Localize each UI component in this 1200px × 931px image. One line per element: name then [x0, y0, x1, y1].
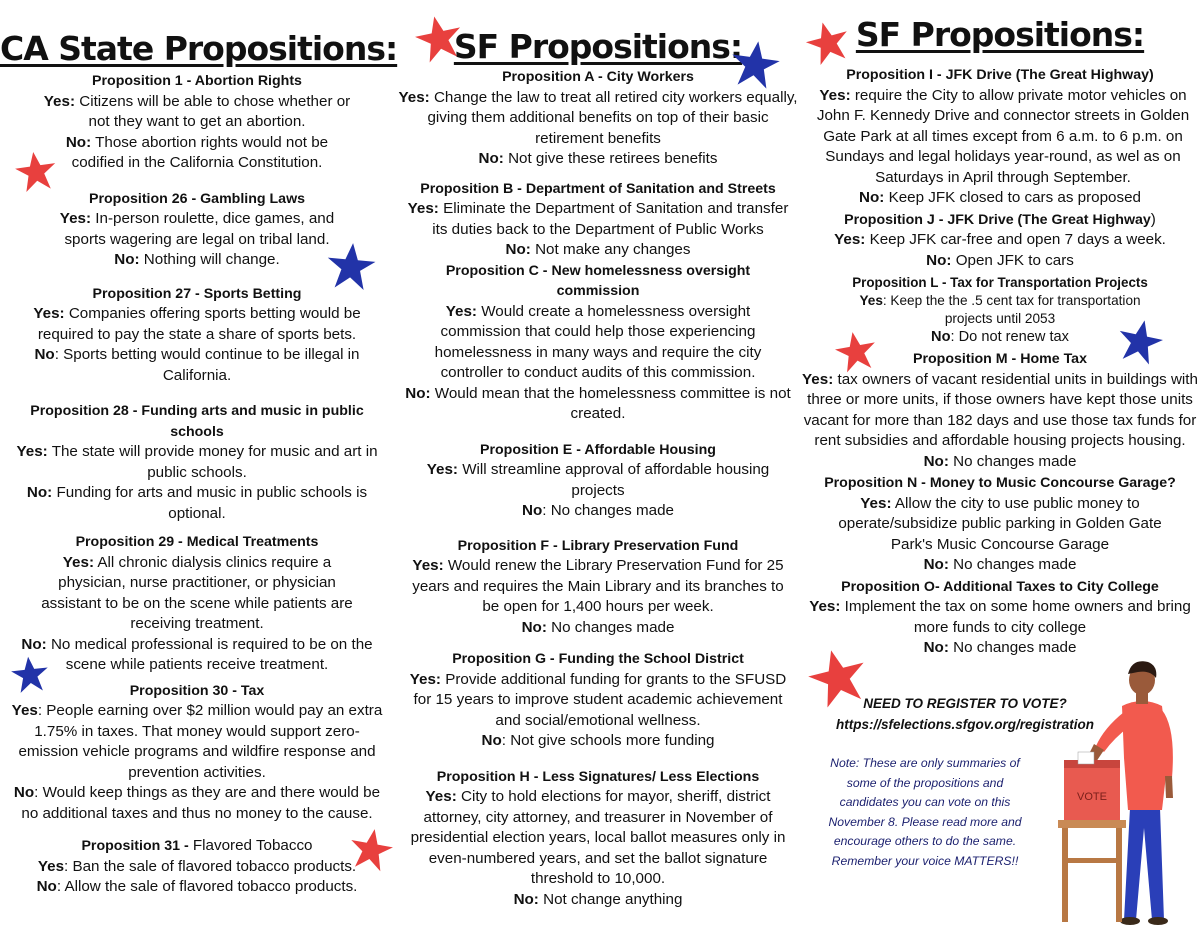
red-star-icon [805, 20, 851, 66]
prop-b: Proposition B - Department of Sanitation and Streets Yes: Eliminate the Department of Sanitation and transfer its duties back to the Department of Public Works No: Not make any changes [407, 180, 789, 258]
red-star-icon [414, 14, 464, 64]
blue-star-icon [10, 655, 50, 695]
ca-state-heading: CA State Propositions: [0, 29, 398, 68]
prop-e: Proposition E - Affordable Housing Yes: Will streamline approval of affordable housing projects No: No changes made [426, 441, 770, 519]
register-title: NEED TO REGISTER TO VOTE? [863, 696, 1067, 711]
prop-c: Proposition C - New homelessness oversight commission Yes: Would create a homelessness oversight commission that could help those experiencing homelessness in many ways and require the city controller to conduct audits of this commission. No: Would mean that the homelessness committee is not created. [405, 262, 791, 422]
prop-31: Proposition 31 - Flavored Tobacco Yes: Ban the sale of flavored tobacco products. No: Allow the sale of flavored tobacco products. [36, 837, 358, 895]
prop-j: Proposition J - JFK Drive (The Great Highway) Yes: Keep JFK car-free and open 7 days a week. No: Open JFK to cars [834, 210, 1166, 269]
prop-30: Proposition 30 - Tax Yes: People earning over $2 million would pay an extra 1.75% in taxes. That money would support zero-emission vehicle programs and wildfire response and prevention activities. No: Would keep things as they are and there would be no additional taxes and thus no money to the cause. [11, 682, 383, 822]
disclaimer-note: Note: These are only summaries of some of the propositions and candidates you can vote on this November 8. Please read more and encourage others to do the same. Remember your voice MATTERS!! [828, 756, 1022, 868]
blue-star-icon [729, 39, 781, 91]
voter-illustration [1052, 658, 1198, 926]
prop-o: Proposition O- Additional Taxes to City College Yes: Implement the tax on some home owners and bring more funds to city college No: No changes made [809, 578, 1191, 656]
ballot-box-label: VOTE [1077, 791, 1107, 803]
prop-1: Proposition 1 - Abortion Rights Yes: Citizens will be able to chose whether or not they want to get an abortion. No: Those abortion rights would not be codified in the California Constitution. [0, 71, 394, 174]
sf-heading-1: SF Propositions: [453, 27, 743, 66]
red-star-icon [807, 647, 869, 709]
blue-star-icon [1116, 318, 1164, 366]
prop-h: Proposition H - Less Signatures/ Less Elections Yes: City to hold elections for mayor, sheriff, district attorney, city attorney, and treasurer in November of presidential election years, local ballot measures only in even-numbered years, and set the ballot signature threshold to 10,000. No: Not change anything [410, 768, 786, 908]
sf-heading-2: SF Propositions: [855, 15, 1145, 54]
prop-28: Proposition 28 - Funding arts and music in public schools Yes: The state will provide money for music and art in public schools. No: Funding for arts and music in public schools is optional. [16, 403, 378, 522]
prop-l: Proposition L - Tax for Transportation Projects Yes: Keep the the .5 cent tax for transportation projects until 2053 No: Do not renew tax [852, 275, 1148, 345]
prop-26: Proposition 26 - Gambling Laws Yes: In-person roulette, dice games, and sports wagering are legal on tribal land. No: Nothing will change. [59, 190, 335, 268]
blue-star-icon [325, 241, 377, 293]
prop-f: Proposition F - Library Preservation Fund Yes: Would renew the Library Preservation Fund for 25 years and requires the Main Library and its branches to be open for 1,400 hours per week. No: No changes made [412, 537, 784, 636]
prop-title: Proposition 1 - Abortion Rights [92, 73, 302, 89]
sf-props-column-1 [397, 0, 799, 910]
ca-state-column [0, 0, 398, 898]
prop-i: Proposition I - JFK Drive (The Great Highway) Yes: require the City to allow private motor vehicles on John F. Kennedy Drive and connector streets in Golden Gate Park at all times except from 6 a.m. to 6 p.m. on Sundays and legal holidays year-round, as wel as on Saturdays in April through September. No: Keep JFK closed to cars as proposed [816, 67, 1190, 206]
prop-n: Proposition N - Money to Music Concourse Garage? Yes: Allow the city to use public money to operate/subsidize public parking in Golden Gate Park's Music Concourse Garage No: No changes made [824, 475, 1176, 573]
red-star-icon [14, 150, 58, 194]
red-star-icon [834, 330, 878, 374]
register-link[interactable]: https://sfelections.sfgov.org/registration [835, 717, 1095, 732]
prop-a: Proposition A - City Workers Yes: Change the law to treat all retired city workers equally, giving them additional benefits on top of their basic retirement benefits No: Not give these retirees benefits [398, 69, 798, 167]
red-star-icon [348, 827, 394, 873]
prop-g: Proposition G - Funding the School District Yes: Provide additional funding for grants to the SFUSD for 15 years to improve student academic achievement and social/emotional wellness. No: Not give schools more funding [409, 651, 787, 749]
prop-29: Proposition 29 - Medical Treatments Yes: All chronic dialysis clinics require a physician, nurse practitioner, or physician assistant to be on the scene while patients are receiving treatment. No: No medical professional is required to be on the scene while patients receive treatment. [21, 534, 373, 673]
prop-27: Proposition 27 - Sports Betting Yes: Companies offering sports betting would be required to pay the state a share of sports bets. No: Sports betting would continue to be illegal in California. [33, 285, 361, 384]
prop-m: Proposition M - Home Tax Yes: tax owners of vacant residential units in buildings with three or more units, if those owners have kept those units vacant for more than 182 days and use those tax funds for rent subsidies and affordable housing projects housing. No: No changes made [802, 351, 1198, 470]
